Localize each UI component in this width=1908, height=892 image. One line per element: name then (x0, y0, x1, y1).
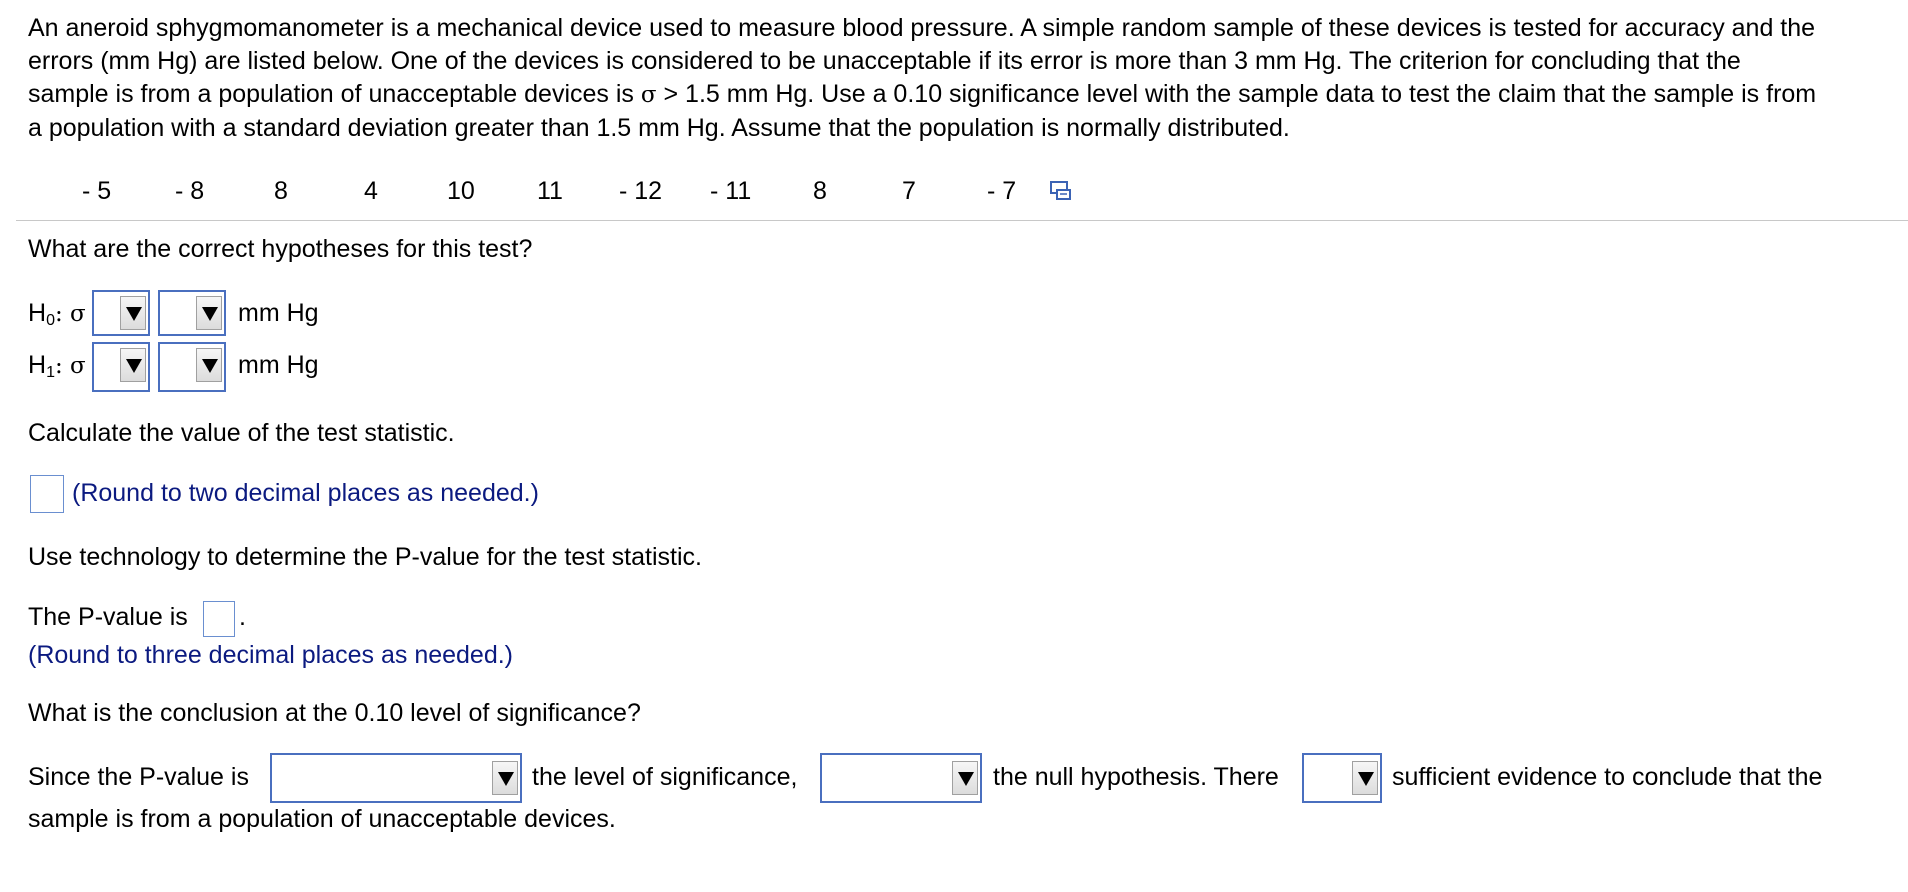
null-hypothesis-decision-dropdown[interactable] (820, 753, 982, 803)
conclusion-part-4: sufficient evidence to conclude that the (1392, 763, 1823, 791)
data-values-row (0, 174, 1100, 208)
conclusion-line-2: sample is from a population of unacceptable devices. (28, 805, 616, 833)
h0-letter: H (28, 299, 47, 327)
conclusion-question: What is the conclusion at the 0.10 level of significance? (28, 699, 641, 727)
copy-to-clipboard-icon[interactable] (1049, 178, 1073, 202)
problem-statement (28, 12, 1896, 145)
problem-line-3-start: sample is from a population of unacceptable devices is (28, 80, 641, 108)
test-statistic-input[interactable] (30, 475, 64, 513)
p-value-prefix: The P-value is (28, 603, 188, 631)
h1-sigma: : σ (54, 353, 86, 379)
h0-label (28, 297, 86, 337)
data-value: 8 (274, 177, 288, 205)
p-value-hint: (Round to three decimal places as needed.) (28, 641, 514, 669)
problem-line-3-end: > 1.5 mm Hg. Use a 0.10 significance level with the sample data to test the claim that the sample is from (656, 80, 1817, 108)
problem-line-3 (28, 78, 1896, 112)
h1-unit: mm Hg (238, 351, 319, 379)
h1-operator-dropdown[interactable] (92, 342, 150, 392)
data-value: 8 (813, 177, 827, 205)
dropdown-arrow-icon[interactable] (952, 761, 978, 795)
dropdown-arrow-icon[interactable] (196, 348, 222, 382)
problem-line-2: errors (mm Hg) are listed below. One of the devices is considered to be unacceptable if its error is more than 3 mm Hg. The criterion for concluding that the (28, 47, 1741, 75)
h0-operator-dropdown[interactable] (92, 290, 150, 336)
dropdown-arrow-icon[interactable] (120, 296, 146, 330)
conclusion-part-2: the level of significance, (532, 763, 798, 791)
h1-letter: H (28, 351, 47, 379)
problem-line-4: a population with a standard deviation greater than 1.5 mm Hg. Assume that the population is normally distributed. (28, 114, 1290, 142)
p-value-input[interactable] (203, 601, 235, 637)
data-value: - 5 (82, 177, 112, 205)
dropdown-arrow-icon[interactable] (1352, 761, 1378, 795)
pvalue-comparison-dropdown[interactable] (270, 753, 522, 803)
conclusion-part-1: Since the P-value is (28, 763, 249, 791)
dropdown-arrow-icon[interactable] (196, 296, 222, 330)
test-statistic-question: Calculate the value of the test statistic. (28, 419, 455, 447)
h0-value-dropdown[interactable] (158, 290, 226, 336)
h1-subscript: 1 (46, 364, 55, 381)
h0-sigma: : σ (54, 301, 86, 327)
data-value: - 12 (619, 177, 663, 205)
h1-value-dropdown[interactable] (158, 342, 226, 392)
data-value: - 8 (175, 177, 205, 205)
data-value: 4 (364, 177, 378, 205)
problem-line-1: An aneroid sphygmomanometer is a mechanical device used to measure blood pressure. A simple random sample of these devices is tested for accuracy and the (28, 14, 1816, 42)
p-value-period: . (239, 603, 246, 631)
test-statistic-hint: (Round to two decimal places as needed.) (72, 479, 539, 507)
hypotheses-question: What are the correct hypotheses for this test? (28, 235, 533, 263)
evidence-dropdown[interactable] (1302, 753, 1382, 803)
dropdown-arrow-icon[interactable] (120, 348, 146, 382)
data-value: - 7 (987, 177, 1017, 205)
data-value: 7 (902, 177, 916, 205)
data-value: 10 (447, 177, 475, 205)
p-value-question: Use technology to determine the P-value for the test statistic. (28, 543, 702, 571)
data-value: - 11 (710, 177, 752, 205)
h0-unit: mm Hg (238, 299, 319, 327)
h1-label (28, 349, 86, 389)
section-divider (16, 220, 1908, 221)
sigma-symbol: σ (640, 82, 657, 108)
dropdown-arrow-icon[interactable] (492, 761, 518, 795)
data-value: 11 (537, 177, 563, 205)
h0-subscript: 0 (46, 312, 55, 329)
conclusion-part-3: the null hypothesis. There (993, 763, 1279, 791)
